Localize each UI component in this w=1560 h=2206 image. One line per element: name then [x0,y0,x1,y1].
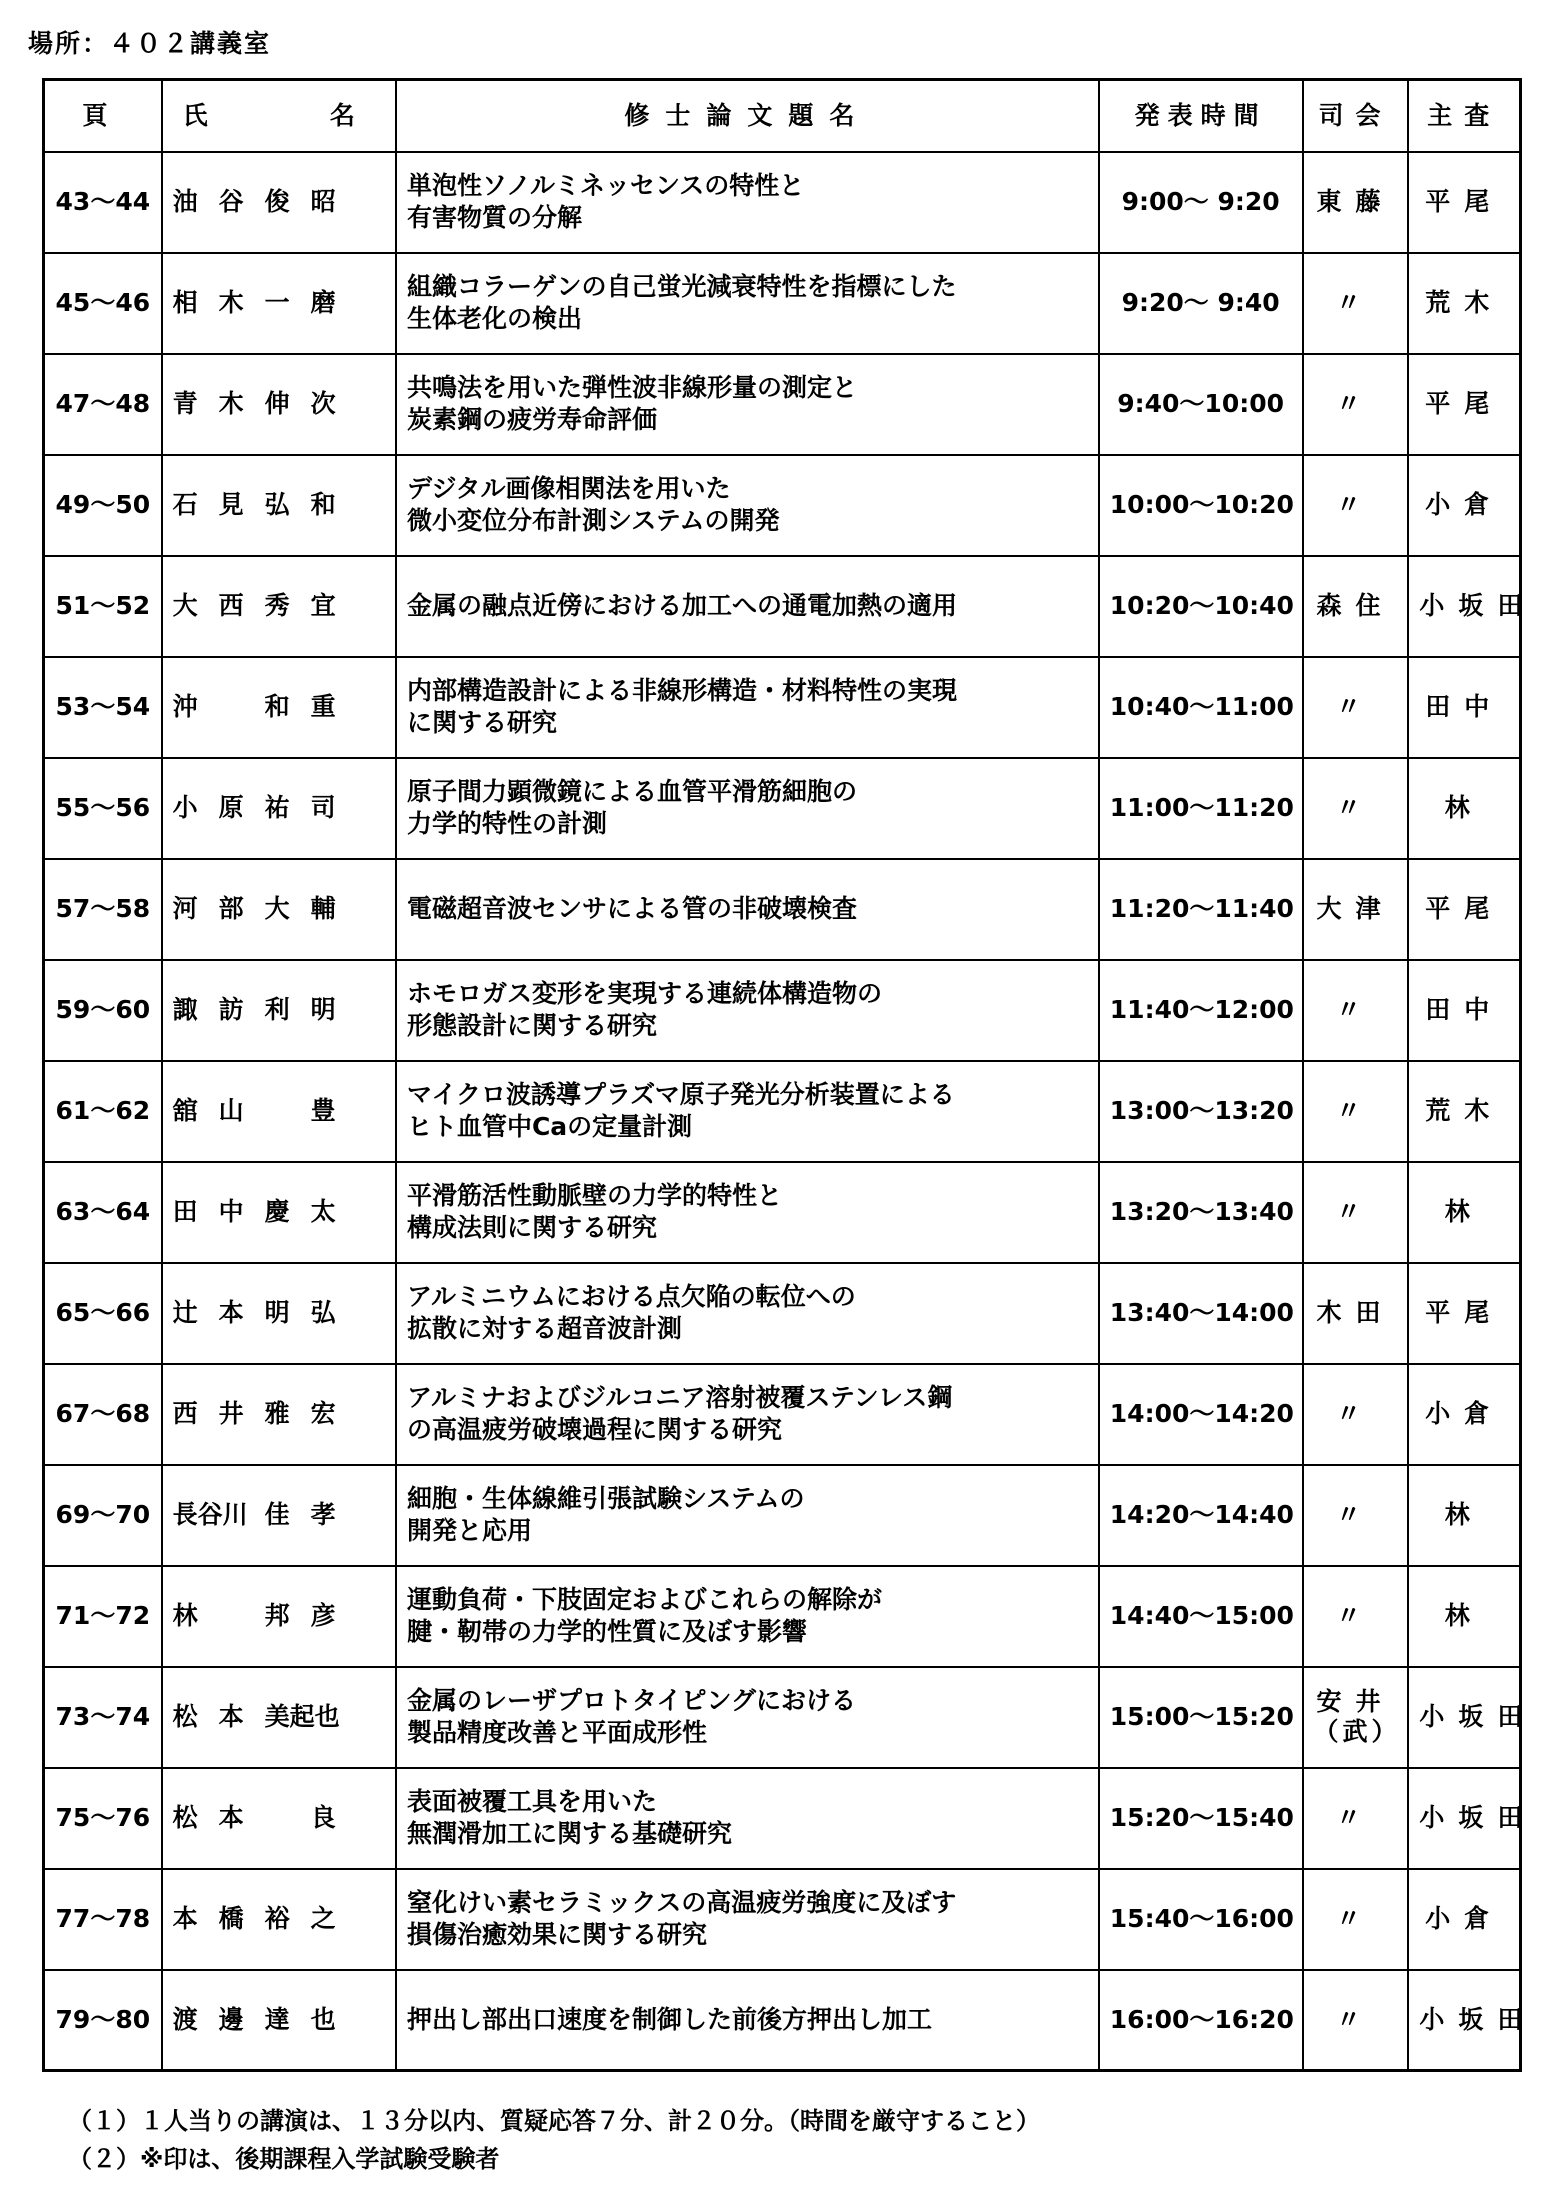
thesis-title-line-2: 無潤滑加工に関する基礎研究 [406,1819,732,1848]
name-char: 雅 [264,1399,290,1428]
thesis-title-line-1: 窒化けい素セラミックスの高温疲労強度に及ぼす [406,1888,957,1917]
thesis-title-line-2: に関する研究 [406,708,557,737]
student-name-cell [162,1061,396,1162]
header-time: 発表時間 [1099,80,1303,152]
name-char: 弘 [264,490,290,519]
name-char: 木 [218,288,244,317]
name-char: 松 [172,1702,198,1731]
name-char: 本 [218,1298,244,1327]
thesis-title-line-1: 共鳴法を用いた弾性波非線形量の測定と [406,373,857,402]
table-row [44,657,1521,758]
chair-name: 〃 [1335,490,1375,519]
chair-cell [1303,556,1409,657]
name-char: 也 [310,2004,336,2034]
student-name-cell [162,1364,396,1465]
header-name-second: 名 [329,100,371,130]
chair-cell [1303,1162,1409,1263]
table-row [44,1162,1521,1263]
student-name-cell [162,859,396,960]
thesis-title-line-2: 製品精度改善と平面成形性 [406,1718,707,1747]
name-char: 青 [172,389,198,418]
name-char: 宜 [310,591,336,620]
chair-name: 森住 [1316,591,1395,620]
chair-cell [1303,455,1409,556]
thesis-title-line-2: の高温疲労破壊過程に関する研究 [406,1415,782,1444]
name-char: 重 [310,692,336,721]
thesis-title-cell [396,1364,1099,1465]
chair-cell [1303,1970,1409,2071]
name-char: 木 [218,389,244,418]
thesis-title-line-1: 組織コラーゲンの自己蛍光減衰特性を指標にした [406,272,957,301]
chair-cell [1303,758,1409,859]
name-char: 大 [172,591,198,620]
header-thesis-title: 修士論文題名 [396,80,1099,152]
examiner-cell: 林 [1408,1465,1520,1566]
thesis-title-line-1: アルミナおよびジルコニア溶射被覆ステンレス鋼 [406,1383,953,1412]
name-char: 油 [172,187,198,216]
table-header-row [44,80,1521,152]
pages-cell: 43〜44 [44,152,162,253]
student-name-cell [162,1263,396,1364]
pages-cell: 53〜54 [44,657,162,758]
table-row [44,960,1521,1061]
time-cell: 15:40〜16:00 [1099,1869,1303,1970]
thesis-title-cell [396,1768,1099,1869]
chair-cell [1303,1263,1409,1364]
name-char: 原 [218,793,244,822]
pages-cell: 73〜74 [44,1667,162,1768]
examiner-cell: 小坂田 [1408,1970,1520,2071]
name-char: 中 [218,1197,244,1226]
chair-name: 〃 [1335,389,1375,418]
examiner-cell: 平尾 [1408,354,1520,455]
examiner-cell: 林 [1408,1566,1520,1667]
chair-name: 〃 [1335,1601,1375,1630]
thesis-title-line-2: 微小変位分布計測システムの開発 [406,506,780,535]
student-name-cell [162,556,396,657]
header-chair: 司会 [1303,80,1409,152]
name-char: 磨 [310,288,336,317]
footnotes [68,2102,1040,2178]
thesis-title-cell [396,253,1099,354]
chair-name: 〃 [1335,692,1375,721]
name-char: 達 [264,2004,290,2034]
name-char: 美起也 [264,1702,340,1731]
name-char: 和 [264,692,290,721]
time-cell: 11:00〜11:20 [1099,758,1303,859]
pages-cell: 45〜46 [44,253,162,354]
chair-cell [1303,152,1409,253]
thesis-title-cell [396,1869,1099,1970]
name-char: 明 [310,995,336,1024]
name-char: 田 [172,1197,198,1226]
thesis-title-line-1: 細胞・生体線維引張試験システムの [406,1484,805,1513]
thesis-title-line-1: 運動負荷・下肢固定およびこれらの解除が [406,1585,882,1614]
table-row [44,859,1521,960]
table-row [44,1364,1521,1465]
thesis-title-line-1: ホモロガス変形を実現する連続体構造物の [406,979,882,1008]
thesis-title-line-2: 力学的特性の計測 [406,809,607,838]
time-cell: 10:20〜10:40 [1099,556,1303,657]
pages-cell: 65〜66 [44,1263,162,1364]
location-heading: 場所：４０２講義室 [28,29,272,58]
chair-name: 木田 [1316,1298,1395,1327]
thesis-title-line-1: 金属のレーザプロトタイピングにおける [406,1686,856,1715]
chair-name: 〃 [1335,1500,1375,1529]
thesis-title-line-2: 腱・靭帯の力学的性質に及ぼす影響 [406,1617,807,1646]
examiner-cell: 荒木 [1408,253,1520,354]
chair-cell [1303,1768,1409,1869]
examiner-cell: 荒木 [1408,1061,1520,1162]
examiner-cell: 林 [1408,1162,1520,1263]
chair-name: 〃 [1335,2004,1375,2034]
student-name-cell [162,455,396,556]
table-row [44,758,1521,859]
name-char: 山 [218,1096,244,1125]
chair-name: 〃 [1335,1197,1375,1226]
thesis-title-cell [396,859,1099,960]
chair-name: 〃 [1335,1096,1375,1125]
chair-cell [1303,1364,1409,1465]
pages-cell: 51〜52 [44,556,162,657]
footnote-2: （２）※印は、後期課程入学試験受験者 [68,2145,500,2173]
table-row [44,455,1521,556]
examiner-cell: 平尾 [1408,152,1520,253]
name-char: 邊 [218,2004,244,2034]
thesis-title-line-2: 炭素鋼の疲労寿命評価 [406,405,657,434]
time-cell: 15:00〜15:20 [1099,1667,1303,1768]
pages-cell: 79〜80 [44,1970,162,2071]
name-char: 太 [310,1197,336,1226]
name-char: 次 [310,389,336,418]
thesis-title-cell [396,455,1099,556]
name-char: 祐 [264,793,290,822]
name-char: 本 [218,1702,244,1731]
time-cell: 14:00〜14:20 [1099,1364,1303,1465]
thesis-title-cell [396,960,1099,1061]
name-char: 裕 [264,1904,290,1933]
thesis-title-line-1: 押出し部出口速度を制御した前後方押出し加工 [406,2004,932,2034]
thesis-title-line-1: 表面被覆工具を用いた [406,1787,657,1816]
student-name-cell [162,152,396,253]
thesis-title-cell [396,1566,1099,1667]
time-cell: 9:00〜 9:20 [1099,152,1303,253]
chair-name: 〃 [1335,793,1375,822]
thesis-title-cell [396,1970,1099,2071]
name-char: 伸 [264,389,290,418]
examiner-cell: 平尾 [1408,859,1520,960]
time-cell: 13:40〜14:00 [1099,1263,1303,1364]
pages-cell: 67〜68 [44,1364,162,1465]
examiner-cell: 小坂田 [1408,556,1520,657]
thesis-title-cell [396,758,1099,859]
thesis-title-line-2: 形態設計に関する研究 [406,1011,657,1040]
pages-cell: 47〜48 [44,354,162,455]
chair-cell [1303,859,1409,960]
thesis-title-line-2: 生体老化の検出 [406,304,582,333]
time-cell: 11:20〜11:40 [1099,859,1303,960]
thesis-title-line-1: デジタル画像相関法を用いた [406,474,731,503]
student-name-cell [162,1667,396,1768]
name-char: 西 [172,1399,198,1428]
student-name-cell [162,657,396,758]
name-char: 良 [310,1803,336,1832]
thesis-title-line-1: アルミニウムにおける点欠陥の転位への [406,1282,856,1311]
pages-cell: 77〜78 [44,1869,162,1970]
table-row [44,1970,1521,2071]
presentation-schedule-table [42,78,1537,2072]
table-row [44,1061,1521,1162]
chair-name: 〃 [1335,288,1375,317]
pages-cell: 59〜60 [44,960,162,1061]
table-row [44,253,1521,354]
name-char: 司 [310,793,336,822]
table-row [44,1667,1521,1768]
pages-cell: 75〜76 [44,1768,162,1869]
student-name-cell [162,960,396,1061]
thesis-title-line-1: マイクロ波誘導プラズマ原子発光分析装置による [406,1080,955,1109]
name-char: 石 [172,490,198,519]
examiner-cell: 田中 [1408,960,1520,1061]
examiner-cell: 小坂田 [1408,1768,1520,1869]
name-char: 小 [172,793,198,822]
name-char: 部 [218,894,244,923]
examiner-cell: 小倉 [1408,1869,1520,1970]
time-cell: 13:20〜13:40 [1099,1162,1303,1263]
name-char: 和 [310,490,336,519]
thesis-title-line-2: 開発と応用 [406,1516,532,1545]
thesis-title-cell [396,657,1099,758]
time-cell: 16:00〜16:20 [1099,1970,1303,2071]
table-row [44,1768,1521,1869]
pages-cell: 69〜70 [44,1465,162,1566]
thesis-title-cell [396,1162,1099,1263]
time-cell: 14:20〜14:40 [1099,1465,1303,1566]
examiner-cell: 田中 [1408,657,1520,758]
thesis-title-line-1: 内部構造設計による非線形構造・材料特性の実現 [406,676,957,705]
student-name-cell [162,1970,396,2071]
thesis-title-line-1: 電磁超音波センサによる管の非破壊検査 [406,894,857,923]
chair-name: 〃 [1335,1904,1375,1933]
student-name-cell [162,1162,396,1263]
time-cell: 9:20〜 9:40 [1099,253,1303,354]
thesis-title-line-1: 原子間力顕微鏡による血管平滑筋細胞の [406,777,857,806]
chair-cell [1303,1061,1409,1162]
chair-cell [1303,1869,1409,1970]
name-char: 林 [172,1601,198,1630]
chair-cell [1303,253,1409,354]
name-char: 辻 [172,1298,198,1327]
chair-name: 東藤 [1316,187,1395,216]
chair-name: 〃 [1335,995,1375,1024]
name-char: 河 [172,894,198,923]
table-row [44,1465,1521,1566]
name-char: 弘 [310,1298,336,1327]
name-char: 本 [218,1803,244,1832]
name-char: 井 [218,1399,244,1428]
chair-name: 〃 [1335,1399,1375,1428]
header-examiner: 主査 [1408,80,1520,152]
chair-note: （武） [1313,1717,1401,1746]
table-row [44,1869,1521,1970]
name-char: 長谷川 [172,1500,248,1529]
time-cell: 15:20〜15:40 [1099,1768,1303,1869]
pages-cell: 49〜50 [44,455,162,556]
time-cell: 11:40〜12:00 [1099,960,1303,1061]
pages-cell: 63〜64 [44,1162,162,1263]
time-cell: 13:00〜13:20 [1099,1061,1303,1162]
chair-name: 安井 [1316,1687,1395,1716]
table-row [44,354,1521,455]
student-name-cell [162,1465,396,1566]
thesis-title-cell [396,354,1099,455]
examiner-cell: 小倉 [1408,455,1520,556]
name-char: 渡 [172,2004,198,2034]
pages-cell: 55〜56 [44,758,162,859]
thesis-title-cell [396,1667,1099,1768]
name-char: 明 [264,1298,290,1327]
table-row [44,1566,1521,1667]
chair-cell [1303,1465,1409,1566]
table-row [44,152,1521,253]
chair-cell [1303,1667,1409,1768]
header-name [162,80,396,152]
examiner-cell: 平尾 [1408,1263,1520,1364]
table-row [44,1263,1521,1364]
thesis-title-line-2: 損傷治癒効果に関する研究 [406,1920,707,1949]
name-char: 彦 [310,1601,336,1630]
name-char: 之 [310,1904,336,1933]
name-char: 相 [172,288,198,317]
student-name-cell [162,354,396,455]
student-name-cell [162,1566,396,1667]
name-char: 佳 [264,1500,290,1529]
name-char: 俊 [264,187,290,216]
examiner-cell: 小坂田 [1408,1667,1520,1768]
student-name-cell [162,758,396,859]
name-char: 西 [218,591,244,620]
name-char: 秀 [264,591,290,620]
thesis-title-cell [396,1061,1099,1162]
name-char: 橋 [218,1904,244,1933]
name-char: 慶 [264,1197,290,1226]
time-cell: 14:40〜15:00 [1099,1566,1303,1667]
chair-cell [1303,1566,1409,1667]
thesis-title-cell [396,1263,1099,1364]
pages-cell: 57〜58 [44,859,162,960]
thesis-title-line-1: 単泡性ソノルミネッセンスの特性と [406,171,805,200]
name-char: 輔 [310,894,336,923]
thesis-title-cell [396,152,1099,253]
name-char: 大 [264,894,290,923]
name-char: 本 [172,1904,198,1933]
student-name-cell [162,1869,396,1970]
chair-name: 〃 [1335,1803,1375,1832]
thesis-title-line-2: 有害物質の分解 [406,203,582,232]
thesis-title-cell [396,556,1099,657]
name-char: 諏 [172,995,198,1024]
thesis-title-cell [396,1465,1099,1566]
examiner-cell: 林 [1408,758,1520,859]
name-char: 利 [264,995,290,1024]
name-char: 昭 [310,187,336,216]
chair-cell [1303,354,1409,455]
student-name-cell [162,253,396,354]
name-char: 舘 [172,1096,198,1125]
chair-cell [1303,657,1409,758]
time-cell: 10:40〜11:00 [1099,657,1303,758]
table-row [44,556,1521,657]
thesis-title-line-2: 構成法則に関する研究 [406,1213,657,1242]
name-char: 見 [218,490,244,519]
time-cell: 9:40〜10:00 [1099,354,1303,455]
pages-cell: 61〜62 [44,1061,162,1162]
chair-name: 大津 [1316,894,1395,923]
thesis-title-line-2: 拡散に対する超音波計測 [406,1314,682,1343]
pages-cell: 71〜72 [44,1566,162,1667]
header-name-first: 氏 [182,100,224,130]
student-name-cell [162,1768,396,1869]
header-pages: 頁 [44,80,162,152]
name-char: 邦 [264,1601,290,1630]
name-char: 谷 [218,187,244,216]
thesis-title-line-1: 金属の融点近傍における加工への通電加熱の適用 [406,591,957,620]
name-char: 訪 [218,995,244,1024]
thesis-title-line-1: 平滑筋活性動脈壁の力学的特性と [406,1181,782,1210]
name-char: 沖 [172,692,198,721]
name-char: 松 [172,1803,198,1832]
thesis-title-line-2: ヒト血管中Caの定量計測 [406,1112,693,1141]
name-char: 宏 [310,1399,336,1428]
chair-cell [1303,960,1409,1061]
name-char: 一 [264,288,290,317]
footnote-1: （１）１人当りの講演は、１３分以内、質疑応答７分、計２０分。（時間を厳守すること） [68,2107,1040,2135]
time-cell: 10:00〜10:20 [1099,455,1303,556]
examiner-cell: 小倉 [1408,1364,1520,1465]
name-char: 孝 [310,1500,336,1529]
name-char: 豊 [310,1096,336,1125]
